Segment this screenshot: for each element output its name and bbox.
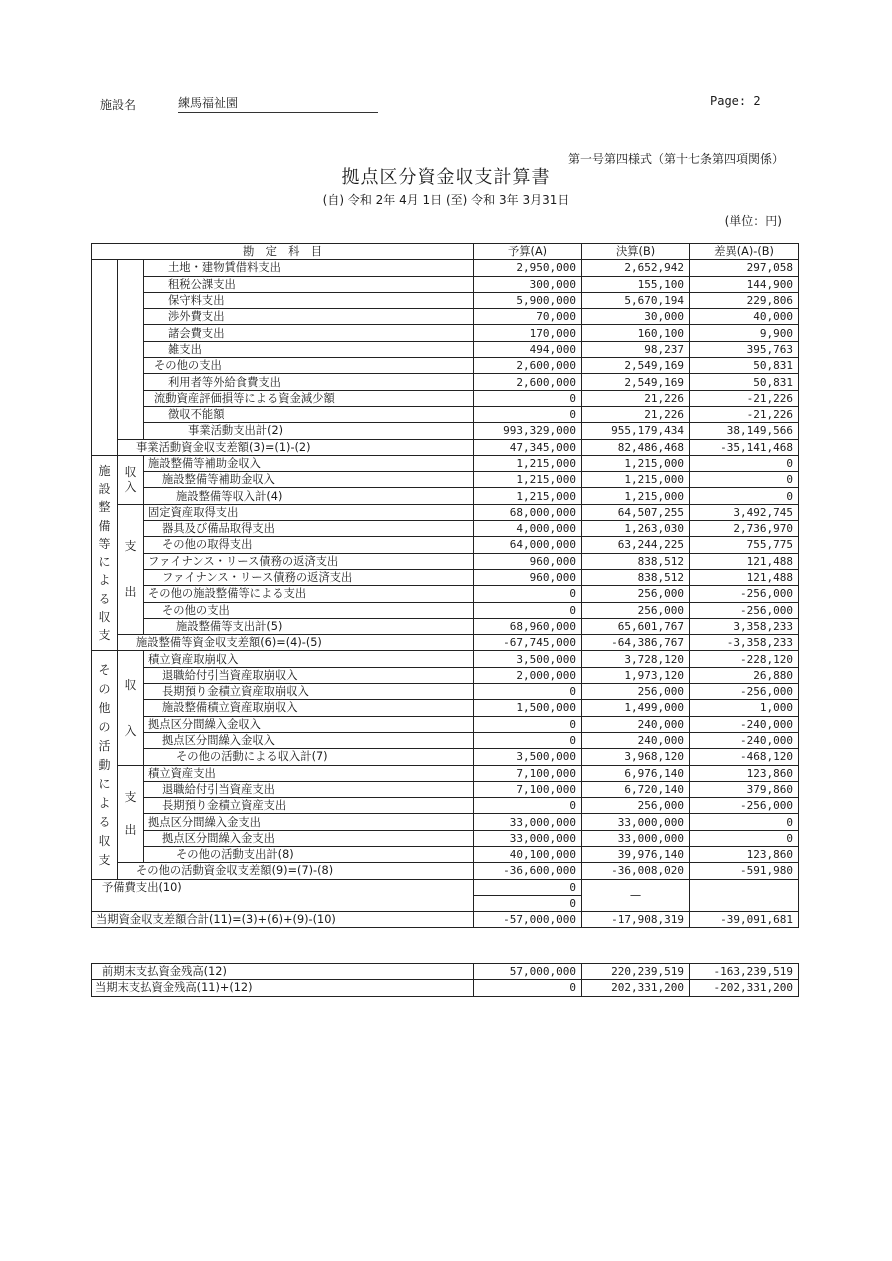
row-budget: 993,329,000 bbox=[474, 423, 582, 439]
row-budget: 2,950,000 bbox=[474, 260, 582, 276]
row-label: 長期預り金積立資産支出 bbox=[144, 798, 474, 814]
balance-curr-diff: -202,331,200 bbox=[690, 980, 799, 996]
row-label: 施設整備等補助金収入 bbox=[144, 472, 474, 488]
reserve-row bbox=[92, 879, 799, 895]
row-diff: -21,226 bbox=[690, 406, 799, 422]
row-label: 施設整備等収入計(4) bbox=[144, 488, 474, 504]
total-label: 当期資金収支差額合計(11)=(3)+(6)+(9)-(10) bbox=[92, 912, 474, 928]
table-row bbox=[92, 781, 799, 797]
row-label: その他の取得支出 bbox=[144, 537, 474, 553]
row-actual: 63,244,225 bbox=[582, 537, 690, 553]
row-diff: 50,831 bbox=[690, 374, 799, 390]
table-row bbox=[92, 260, 799, 276]
facility-header bbox=[100, 94, 378, 113]
row-actual: 240,000 bbox=[582, 716, 690, 732]
row-label: その他の活動による収入計(7) bbox=[144, 749, 474, 765]
table-row bbox=[92, 798, 799, 814]
row-actual: 240,000 bbox=[582, 732, 690, 748]
other-out-label: 支出 bbox=[124, 789, 137, 837]
row-label: 土地・建物賃借料支出 bbox=[144, 260, 474, 276]
table-row bbox=[92, 472, 799, 488]
row-budget: 5,900,000 bbox=[474, 292, 582, 308]
table-header-row bbox=[92, 244, 799, 260]
row-label: 固定資産取得支出 bbox=[144, 504, 474, 520]
row-diff: -228,120 bbox=[690, 651, 799, 667]
row-diff: 297,058 bbox=[690, 260, 799, 276]
row-diff: 121,488 bbox=[690, 569, 799, 585]
balance-row-curr bbox=[92, 980, 799, 996]
row-label: 積立資産取崩収入 bbox=[144, 651, 474, 667]
table-row bbox=[92, 537, 799, 553]
row-diff: 123,860 bbox=[690, 765, 799, 781]
row-diff: 3,492,745 bbox=[690, 504, 799, 520]
row-budget: 300,000 bbox=[474, 276, 582, 292]
table-row bbox=[92, 749, 799, 765]
facility-in-label: 収入 bbox=[124, 464, 137, 494]
row-actual: 6,720,140 bbox=[582, 781, 690, 797]
row-label: 長期預り金積立資産取崩収入 bbox=[144, 684, 474, 700]
table-row bbox=[92, 325, 799, 341]
table-row bbox=[92, 586, 799, 602]
facility-in-cell bbox=[118, 455, 144, 504]
table-row bbox=[92, 276, 799, 292]
row-diff: -256,000 bbox=[690, 602, 799, 618]
table-row bbox=[92, 846, 799, 862]
row-diff: 40,000 bbox=[690, 309, 799, 325]
row-actual: 33,000,000 bbox=[582, 814, 690, 830]
reserve-budget-2: 0 bbox=[474, 895, 582, 911]
other-in-cell bbox=[118, 651, 144, 765]
row-actual: 1,215,000 bbox=[582, 488, 690, 504]
row-budget: 3,500,000 bbox=[474, 749, 582, 765]
table-row bbox=[92, 765, 799, 781]
total-row bbox=[92, 912, 799, 928]
cashflow-table bbox=[91, 243, 799, 928]
row-budget: 0 bbox=[474, 406, 582, 422]
row-budget: 170,000 bbox=[474, 325, 582, 341]
row-label: 徴収不能額 bbox=[144, 406, 474, 422]
row-label: 租税公課支出 bbox=[144, 276, 474, 292]
balance-table bbox=[91, 963, 799, 997]
row-budget: 0 bbox=[474, 390, 582, 406]
row-budget: 47,345,000 bbox=[474, 439, 582, 455]
row-budget: 0 bbox=[474, 716, 582, 732]
row-diff: -256,000 bbox=[690, 684, 799, 700]
row-label: 事業活動支出計(2) bbox=[144, 423, 474, 439]
table-row bbox=[92, 374, 799, 390]
row-diff: 2,736,970 bbox=[690, 521, 799, 537]
facility-group-label: 施設整備等による収支 bbox=[98, 463, 111, 643]
row-actual: 6,976,140 bbox=[582, 765, 690, 781]
col-budget: 予算(A) bbox=[474, 244, 582, 260]
row-label: ファイナンス・リース債務の返済支出 bbox=[144, 553, 474, 569]
page-number: Page: 2 bbox=[710, 94, 761, 108]
row-actual: 838,512 bbox=[582, 569, 690, 585]
row-actual: 2,549,169 bbox=[582, 358, 690, 374]
form-number: 第一号第四様式（第十七条第四項関係） bbox=[567, 152, 784, 166]
balance-prev-diff: -163,239,519 bbox=[690, 964, 799, 980]
row-actual: 838,512 bbox=[582, 553, 690, 569]
reserve-label: 予備費支出(10) bbox=[92, 879, 474, 912]
row-budget: 68,960,000 bbox=[474, 618, 582, 634]
row-actual: 3,968,120 bbox=[582, 749, 690, 765]
row-budget: -67,745,000 bbox=[474, 635, 582, 651]
table-row bbox=[92, 358, 799, 374]
row-actual: 2,652,942 bbox=[582, 260, 690, 276]
balance-prev-budget: 57,000,000 bbox=[474, 964, 582, 980]
row-budget: 1,215,000 bbox=[474, 472, 582, 488]
table-row bbox=[92, 341, 799, 357]
row-actual: 256,000 bbox=[582, 586, 690, 602]
row-actual: 82,486,468 bbox=[582, 439, 690, 455]
balance-curr-actual: 202,331,200 bbox=[582, 980, 690, 996]
row-diff: -240,000 bbox=[690, 716, 799, 732]
table-row bbox=[92, 309, 799, 325]
table-row bbox=[92, 569, 799, 585]
row-budget: 33,000,000 bbox=[474, 830, 582, 846]
col-actual: 決算(B) bbox=[582, 244, 690, 260]
row-diff: 38,149,566 bbox=[690, 423, 799, 439]
table-row bbox=[92, 423, 799, 439]
row-budget: 64,000,000 bbox=[474, 537, 582, 553]
row-actual: 256,000 bbox=[582, 798, 690, 814]
facility-label: 施設名 bbox=[100, 98, 137, 112]
row-diff: 0 bbox=[690, 472, 799, 488]
balance-curr-budget: 0 bbox=[474, 980, 582, 996]
row-label: 退職給付引当資産取崩収入 bbox=[144, 667, 474, 683]
total-diff: -39,091,681 bbox=[690, 912, 799, 928]
row-budget: 0 bbox=[474, 684, 582, 700]
row-actual: 30,000 bbox=[582, 309, 690, 325]
table-row bbox=[92, 635, 799, 651]
reserve-actual: — bbox=[582, 879, 690, 912]
row-label: その他の支出 bbox=[144, 358, 474, 374]
business-group-cell bbox=[92, 260, 118, 456]
row-diff: 9,900 bbox=[690, 325, 799, 341]
row-budget: 1,500,000 bbox=[474, 700, 582, 716]
row-label: その他の活動資金収支差額(9)=(7)-(8) bbox=[118, 863, 474, 879]
row-actual: 65,601,767 bbox=[582, 618, 690, 634]
row-diff: -35,141,468 bbox=[690, 439, 799, 455]
row-diff: 121,488 bbox=[690, 553, 799, 569]
row-diff: -591,980 bbox=[690, 863, 799, 879]
row-label: 雑支出 bbox=[144, 341, 474, 357]
row-label: 施設整備等支出計(5) bbox=[144, 618, 474, 634]
fiscal-period: (自) 令和 2年 4月 1日 (至) 令和 3年 3月31日 bbox=[322, 193, 570, 207]
row-budget: 2,600,000 bbox=[474, 358, 582, 374]
row-actual: 1,499,000 bbox=[582, 700, 690, 716]
currency-unit: (単位：円) bbox=[724, 214, 782, 228]
row-diff: 3,358,233 bbox=[690, 618, 799, 634]
row-diff: 229,806 bbox=[690, 292, 799, 308]
row-actual: 1,973,120 bbox=[582, 667, 690, 683]
col-diff: 差異(A)-(B) bbox=[690, 244, 799, 260]
row-budget: 70,000 bbox=[474, 309, 582, 325]
row-budget: 33,000,000 bbox=[474, 814, 582, 830]
business-out-cell bbox=[118, 260, 144, 439]
table-row bbox=[92, 716, 799, 732]
row-diff: 0 bbox=[690, 830, 799, 846]
table-row bbox=[92, 504, 799, 520]
facility-out-cell bbox=[118, 504, 144, 634]
row-label: 渉外費支出 bbox=[144, 309, 474, 325]
row-actual: 955,179,434 bbox=[582, 423, 690, 439]
other-in-label: 収入 bbox=[124, 677, 137, 738]
row-diff: 0 bbox=[690, 455, 799, 471]
row-budget: 0 bbox=[474, 798, 582, 814]
row-actual: 98,237 bbox=[582, 341, 690, 357]
total-budget: -57,000,000 bbox=[474, 912, 582, 928]
row-budget: 1,215,000 bbox=[474, 488, 582, 504]
facility-group-cell bbox=[92, 455, 118, 651]
balance-prev-actual: 220,239,519 bbox=[582, 964, 690, 980]
row-actual: -64,386,767 bbox=[582, 635, 690, 651]
row-diff: 395,763 bbox=[690, 341, 799, 357]
row-actual: 160,100 bbox=[582, 325, 690, 341]
row-diff: -240,000 bbox=[690, 732, 799, 748]
row-label: ファイナンス・リース債務の返済支出 bbox=[144, 569, 474, 585]
row-diff: 0 bbox=[690, 814, 799, 830]
row-diff: 1,000 bbox=[690, 700, 799, 716]
row-actual: 5,670,194 bbox=[582, 292, 690, 308]
row-label: その他の支出 bbox=[144, 602, 474, 618]
row-label: その他の活動支出計(8) bbox=[144, 846, 474, 862]
row-actual: 155,100 bbox=[582, 276, 690, 292]
row-budget: 68,000,000 bbox=[474, 504, 582, 520]
row-budget: 4,000,000 bbox=[474, 521, 582, 537]
table-row bbox=[92, 455, 799, 471]
facility-out-label: 支出 bbox=[124, 539, 137, 600]
row-actual: 256,000 bbox=[582, 602, 690, 618]
row-budget: 960,000 bbox=[474, 553, 582, 569]
row-label: 施設整備等補助金収入 bbox=[144, 455, 474, 471]
row-diff: -468,120 bbox=[690, 749, 799, 765]
table-row bbox=[92, 406, 799, 422]
row-budget: 3,500,000 bbox=[474, 651, 582, 667]
row-budget: 1,215,000 bbox=[474, 455, 582, 471]
table-row bbox=[92, 732, 799, 748]
table-row bbox=[92, 439, 799, 455]
row-label: 流動資産評価損等による資金減少額 bbox=[144, 390, 474, 406]
row-diff: 379,860 bbox=[690, 781, 799, 797]
row-budget: 2,600,000 bbox=[474, 374, 582, 390]
row-label: 保守料支出 bbox=[144, 292, 474, 308]
row-actual: -36,008,020 bbox=[582, 863, 690, 879]
row-budget: 0 bbox=[474, 586, 582, 602]
balance-row-prev bbox=[92, 964, 799, 980]
row-actual: 1,263,030 bbox=[582, 521, 690, 537]
balance-curr-label: 当期末支払資金残高(11)+(12) bbox=[92, 980, 474, 996]
row-label: 事業活動資金収支差額(3)=(1)-(2) bbox=[118, 439, 474, 455]
row-label: 拠点区分間繰入金支出 bbox=[144, 814, 474, 830]
row-actual: 21,226 bbox=[582, 390, 690, 406]
other-group-label: その他の活動による収支 bbox=[98, 662, 111, 867]
document-title: 拠点区分資金収支計算書 bbox=[341, 167, 551, 188]
row-label: 拠点区分間繰入金収入 bbox=[144, 732, 474, 748]
row-actual: 1,215,000 bbox=[582, 472, 690, 488]
row-label: 利用者等外給食費支出 bbox=[144, 374, 474, 390]
row-diff: -21,226 bbox=[690, 390, 799, 406]
row-diff: 755,775 bbox=[690, 537, 799, 553]
reserve-budget: 0 bbox=[474, 879, 582, 895]
row-actual: 256,000 bbox=[582, 684, 690, 700]
table-row bbox=[92, 618, 799, 634]
reserve-diff bbox=[690, 879, 799, 912]
row-label: 諸会費支出 bbox=[144, 325, 474, 341]
row-diff: 26,880 bbox=[690, 667, 799, 683]
row-actual: 21,226 bbox=[582, 406, 690, 422]
table-row bbox=[92, 830, 799, 846]
row-diff: -256,000 bbox=[690, 586, 799, 602]
row-label: その他の施設整備等による支出 bbox=[144, 586, 474, 602]
row-budget: -36,600,000 bbox=[474, 863, 582, 879]
table-row bbox=[92, 390, 799, 406]
total-actual: -17,908,319 bbox=[582, 912, 690, 928]
table-row bbox=[92, 488, 799, 504]
table-row bbox=[92, 814, 799, 830]
row-diff: 50,831 bbox=[690, 358, 799, 374]
row-label: 拠点区分間繰入金支出 bbox=[144, 830, 474, 846]
row-budget: 40,100,000 bbox=[474, 846, 582, 862]
facility-name: 練馬福祉園 bbox=[178, 94, 378, 113]
balance-prev-label: 前期末支払資金残高(12) bbox=[92, 964, 474, 980]
row-actual: 2,549,169 bbox=[582, 374, 690, 390]
row-diff: -3,358,233 bbox=[690, 635, 799, 651]
row-budget: 494,000 bbox=[474, 341, 582, 357]
table-row bbox=[92, 684, 799, 700]
other-group-cell bbox=[92, 651, 118, 879]
row-budget: 2,000,000 bbox=[474, 667, 582, 683]
row-diff: 144,900 bbox=[690, 276, 799, 292]
table-row bbox=[92, 667, 799, 683]
row-label: 器具及び備品取得支出 bbox=[144, 521, 474, 537]
row-label: 施設整備等資金収支差額(6)=(4)-(5) bbox=[118, 635, 474, 651]
row-label: 施設整備積立資産取崩収入 bbox=[144, 700, 474, 716]
table-row bbox=[92, 292, 799, 308]
row-label: 拠点区分間繰入金収入 bbox=[144, 716, 474, 732]
row-budget: 7,100,000 bbox=[474, 765, 582, 781]
row-diff: 0 bbox=[690, 488, 799, 504]
row-diff: -256,000 bbox=[690, 798, 799, 814]
row-label: 積立資産支出 bbox=[144, 765, 474, 781]
row-budget: 0 bbox=[474, 602, 582, 618]
table-row bbox=[92, 602, 799, 618]
other-out-cell bbox=[118, 765, 144, 863]
row-budget: 0 bbox=[474, 732, 582, 748]
table-row bbox=[92, 521, 799, 537]
table-row bbox=[92, 700, 799, 716]
row-budget: 7,100,000 bbox=[474, 781, 582, 797]
row-budget: 960,000 bbox=[474, 569, 582, 585]
row-actual: 33,000,000 bbox=[582, 830, 690, 846]
row-actual: 1,215,000 bbox=[582, 455, 690, 471]
row-actual: 64,507,255 bbox=[582, 504, 690, 520]
row-diff: 123,860 bbox=[690, 846, 799, 862]
table-row bbox=[92, 651, 799, 667]
row-actual: 3,728,120 bbox=[582, 651, 690, 667]
col-account: 勘 定 科 目 bbox=[92, 244, 474, 260]
table-row bbox=[92, 553, 799, 569]
table-row bbox=[92, 863, 799, 879]
row-label: 退職給付引当資産支出 bbox=[144, 781, 474, 797]
row-actual: 39,976,140 bbox=[582, 846, 690, 862]
